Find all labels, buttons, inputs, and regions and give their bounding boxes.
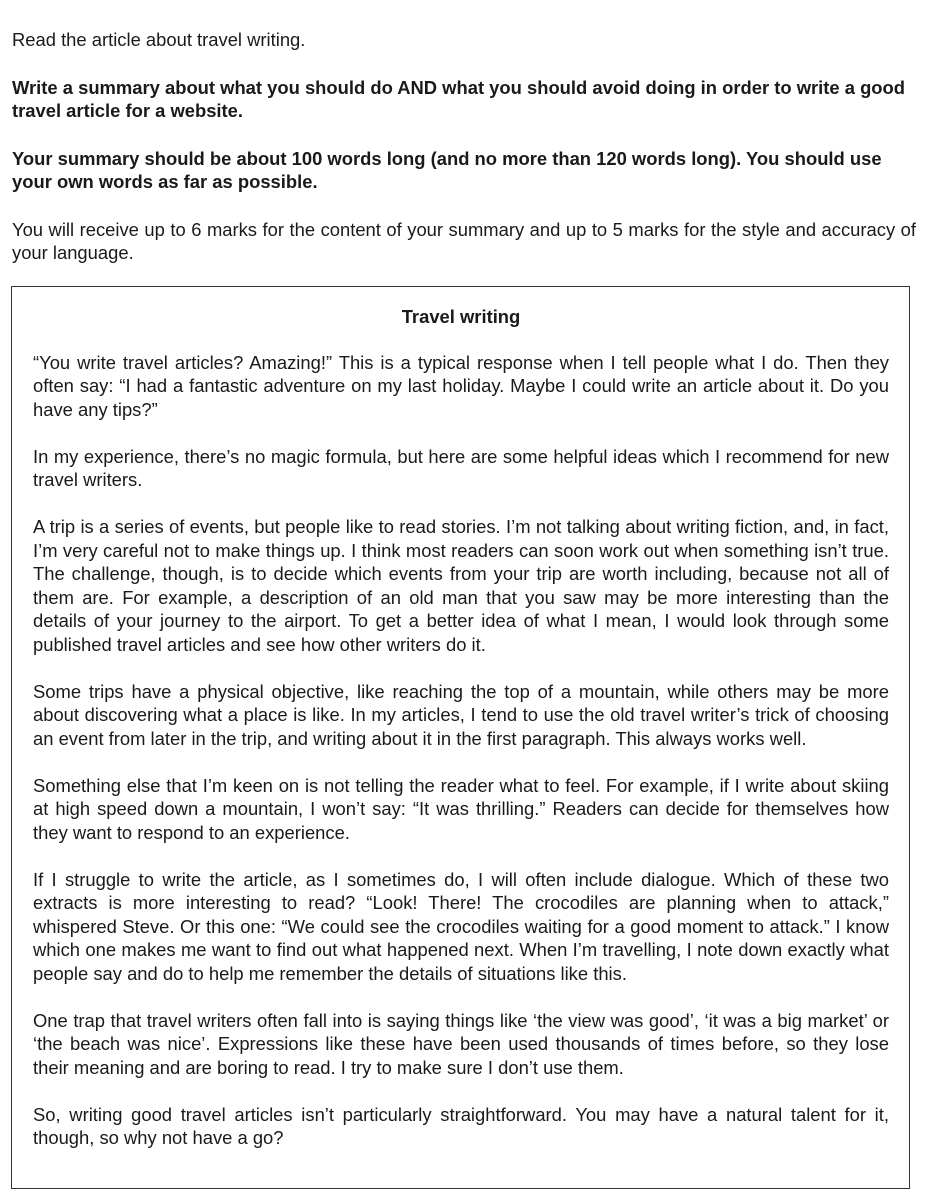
instructions-section [12, 28, 916, 289]
article-paragraph: “You write travel articles? Amazing!” This is a typical response when I tell people what I do. Then they often say: “I had a fantastic adventure on my last holiday. Maybe I could write an article about it. Do you have any tips?” [33, 351, 889, 420]
article-paragraph: One trap that travel writers often fall into is saying things like ‘the view was good’, ‘it was a big market’ or ‘the beach was nice’. Expressions like these have been used thousands of times before, so they lose their meaning and are boring to read. I try to make sure I don’t use them. [33, 1009, 889, 1078]
article-title: Travel writing [401, 306, 521, 327]
instruction-length: Your summary should be about 100 words long (and no more than 120 words long). You should use your own words as far as possible. [12, 147, 882, 192]
article-box [11, 286, 910, 1189]
article-content [12, 287, 909, 1150]
article-paragraph: A trip is a series of events, but people like to read stories. I’m not talking about writing fiction, and, in fact, I’m very careful not to make things up. I think most readers can soon work out when something isn’t true. The challenge, though, is to decide which events from your trip are worth including, because not all of them are. For example, a description of an old man that you saw may be more interesting than the details of your journey to the airport. To get a better idea of what I mean, I would look through some published travel articles and see how other writers do it. [33, 516, 889, 655]
article-paragraph: Some trips have a physical objective, like reaching the top of a mountain, while others may be more about discovering what a place is like. In my articles, I tend to use the old travel writer’s trick of choosing an event from later in the trip, and writing about it in the first paragraph. This always works well. [33, 680, 889, 749]
article-paragraph: So, writing good travel articles isn’t particularly straightforward. You may have a natural talent for it, though, so why not have a go? [33, 1103, 889, 1148]
article-paragraph: If I struggle to write the article, as I sometimes do, I will often include dialogue. Which of these two extracts is more interesting to read? “Look! There! The crocodiles are planning when to attack,” whispered Steve. Or this one: “We could see the crocodiles waiting for a good moment to attack.” I know which one makes me want to find out what happened next. When I’m travelling, I note down exactly what people say and do to help me remember the details of situations like this. [33, 868, 889, 984]
article-paragraph: Something else that I’m keen on is not telling the reader what to feel. For example, if I write about skiing at high speed down a mountain, I won’t say: “It was thrilling.” Readers can decide for themselves how they want to respond to an experience. [33, 774, 889, 843]
instruction-marks: You will receive up to 6 marks for the content of your summary and up to 5 marks for the style and accuracy of your language. [12, 218, 916, 263]
instruction-task: Write a summary about what you should do AND what you should avoid doing in order to write a good travel article for a website. [12, 76, 906, 121]
instruction-read: Read the article about travel writing. [12, 29, 306, 50]
article-paragraph: In my experience, there’s no magic formula, but here are some helpful ideas which I recommend for new travel writers. [33, 445, 889, 490]
